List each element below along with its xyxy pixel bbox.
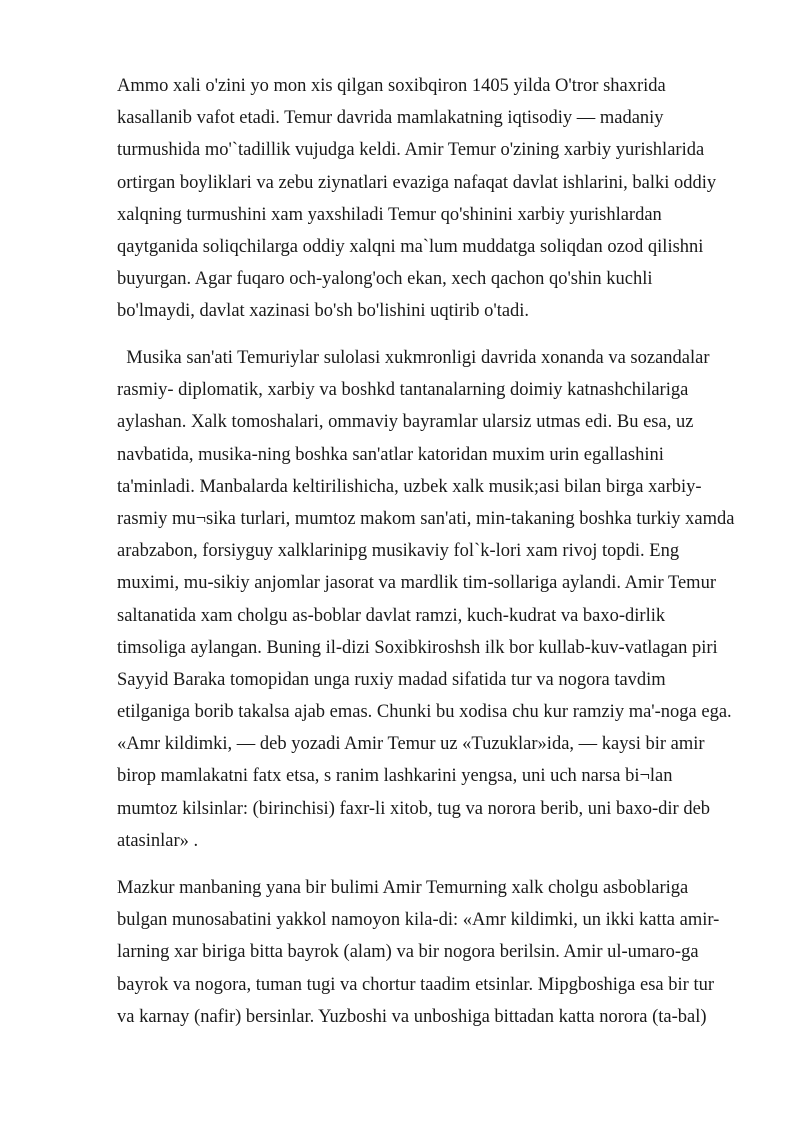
text-line: navbatida, musika-ning boshka san'atlar katoridan muxim urin egallashini xyxy=(117,444,664,465)
paragraph-2 xyxy=(117,342,734,857)
text-line: saltanatida xam cholgu as-boblar davlat ramzi, kuch-kudrat va baxo-dirlik xyxy=(117,605,666,626)
text-line: va karnay (nafir) bersinlar. Yuzboshi va unboshiga bittadan katta norora (ta-bal) xyxy=(117,1006,707,1027)
text-line: «Amr kildimki, — deb yozadi Amir Temur uz «Tuzuklar»ida, — kaysi bir amir xyxy=(117,734,705,755)
text-line: qaytganida soliqchilarga oddiy xalqni ma`lum muddatga soliqdan ozod qilishni xyxy=(117,236,704,257)
text-line: turmushida mo'`tadillik vujudga keldi. Amir Temur o'zining xarbiy yurishlarida xyxy=(117,140,705,161)
text-line: Musika san'ati Temuriylar sulolasi xukmronligi davrida xonanda va sozandalar xyxy=(117,348,710,368)
text-line: larning xar biriga bitta bayrok (alam) va bir nogora berilsin. Amir ul-umaro-ga xyxy=(117,942,699,963)
text-line: Ammo xali o'zini yo mon xis qilgan soxibqiron 1405 yilda O'tror shaxrida xyxy=(117,76,666,96)
text-line: arabzabon, forsiyguy xalklarinipg musikaviy fol`k-lori xam rivoj topdi. Eng xyxy=(117,541,680,562)
text-line: bayrok va nogora, tuman tugi va chortur taadim etsinlar. Mipgboshiga esa bir tur xyxy=(117,974,714,995)
paragraph-3 xyxy=(117,872,719,1033)
text-line: timsoliga aylangan. Buning il-dizi Soxibkiroshsh ilk bor kullab-kuv-vatlagan piri xyxy=(117,637,718,658)
text-line: birop mamlakatni fatx etsa, s ranim lashkarini yengsa, uni uch narsa bi¬lan xyxy=(117,766,673,787)
text-line: Sayyid Baraka tomopidan unga ruxiy madad sifatida tur va nogora tavdim xyxy=(117,669,666,690)
text-line: ortirgan boyliklari va zebu ziynatlari evaziga nafaqat davlat ishlarini, balki oddiy xyxy=(117,172,717,193)
text-line: ta'minladi. Manbalarda keltirilishicha, uzbek xalk musik;asi bilan birga xarbiy- xyxy=(117,476,702,497)
text-line: bulgan munosabatini yakkol namoyon kila-di: «Amr kildimki, un ikki katta amir- xyxy=(117,910,720,931)
text-line: atasinlar» . xyxy=(117,830,199,851)
text-line: Mazkur manbaning yana bir bulimi Amir Temurning xalk cholgu asboblariga xyxy=(117,878,689,898)
text-line: muximi, mu-sikiy anjomlar jasorat va mardlik tim-sollariga aylandi. Amir Temur xyxy=(117,573,716,594)
text-line: bo'lmaydi, davlat xazinasi bo'sh bo'lishini uqtirib o'tadi. xyxy=(117,301,530,322)
text-line: kasallanib vafot etadi. Temur davrida mamlakatning iqtisodiy — madaniy xyxy=(117,108,664,129)
text-line: xalqning turmushini xam yaxshiladi Temur qo'shinini xarbiy yurishlardan xyxy=(117,204,662,225)
text-line: etilganiga borib takalsa ajab emas. Chunki bu xodisa chu kur ramziy ma'-noga ega. xyxy=(117,702,732,723)
text-line: mumtoz kilsinlar: (birinchisi) faxr-li xitob, tug va norora berib, uni baxo-dir deb xyxy=(117,798,711,819)
text-line: rasmiy- diplomatik, xarbiy va boshkd tantanalarning doimiy katnashchilariga xyxy=(117,380,689,401)
text-line: rasmiy mu¬sika turlari, mumtoz makom san'ati, min-takaning boshka turkiy xamda xyxy=(117,508,735,529)
text-line: buyurgan. Agar fuqaro och-yalong'och ekan, xech qachon qo'shin kuchli xyxy=(117,269,653,290)
text-line: aylashan. Xalk tomoshalari, ommaviy bayramlar ularsiz utmas edi. Bu esa, uz xyxy=(117,412,694,433)
paragraph-1 xyxy=(117,70,716,328)
